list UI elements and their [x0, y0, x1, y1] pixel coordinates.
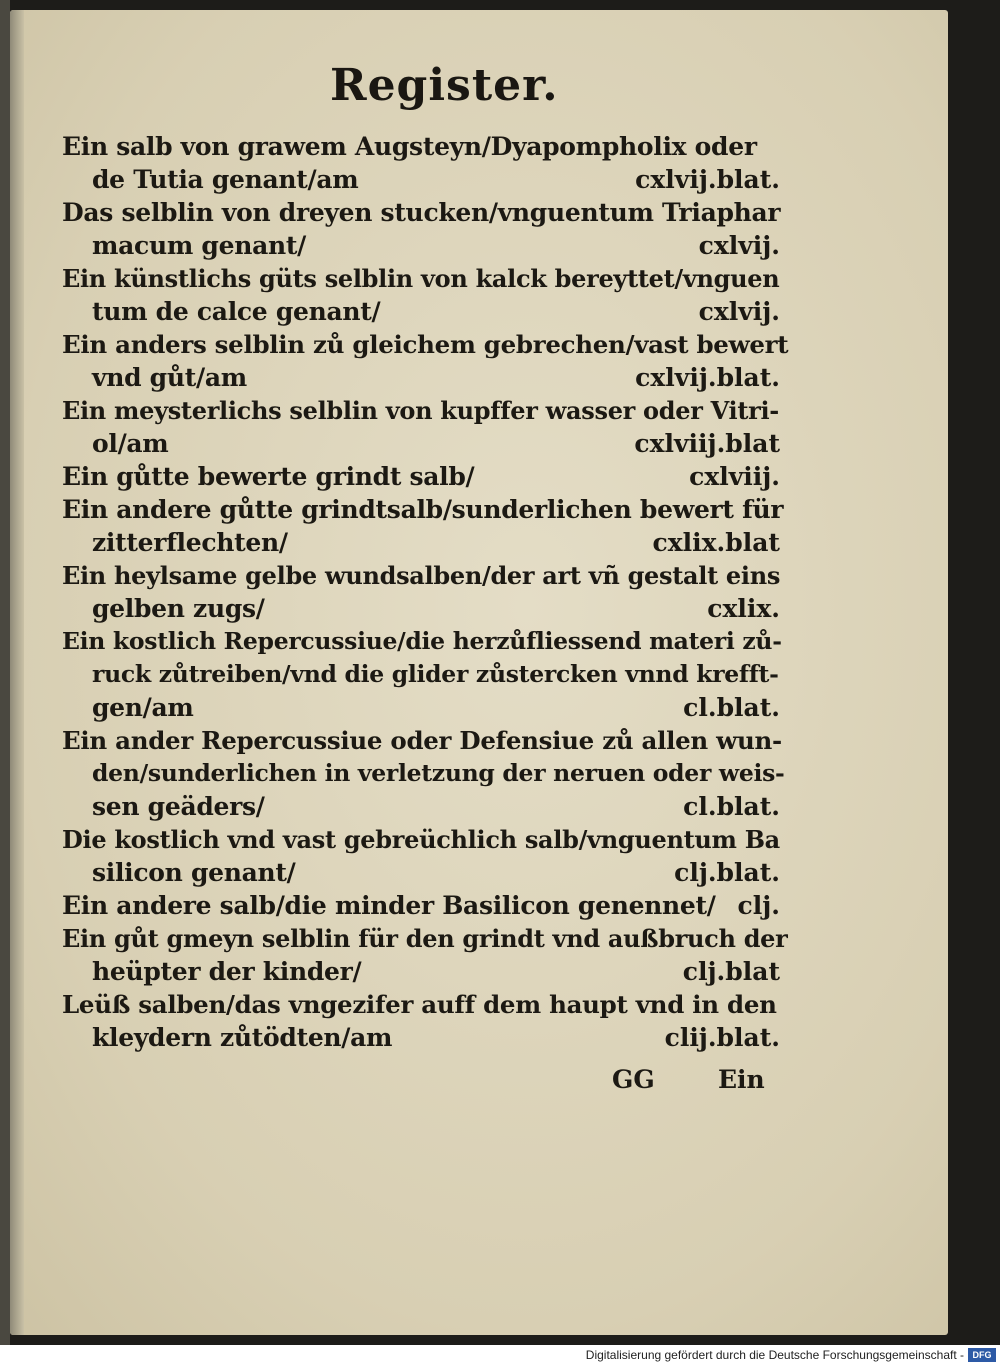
register-entry-line: Das selblin von dreyen stucken/vnguentum Triaphar [62, 198, 781, 227]
register-entry-folio: clij.blat. [664, 1023, 780, 1052]
register-entry-line: Ein meysterlichs selblin von kupffer wasser oder Vitri- [62, 396, 779, 425]
register-entry-line: Ein andere gůtte grindtsalb/sunderlichen bewert für [62, 495, 784, 524]
register-entry-folio: cxlviij.blat [634, 429, 780, 458]
register-entry-folio: cxlvij.blat. [635, 363, 780, 392]
register-entry-line: heüpter der kinder/ [92, 957, 362, 986]
register-entry-line: gelben zugs/ [92, 594, 265, 623]
register-entry-folio: clj.blat [682, 957, 780, 986]
page-title: Register. [330, 60, 559, 111]
footer-credit: Digitalisierung gefördert durch die Deutsche Forschungsgemeinschaft - [585, 1348, 964, 1362]
register-entry-folio: cxlvij. [698, 231, 780, 260]
register-entry-line: Ein gůtte bewerte grindt salb/ [62, 462, 475, 491]
register-entry-folio: cl.blat. [683, 792, 780, 821]
register-entry-line: de Tutia genant/am [92, 165, 359, 194]
register-entry-line: tum de calce genant/ [92, 297, 381, 326]
register-entry-line: Ein heylsame gelbe wundsalben/der art vñ gestalt eins [62, 561, 781, 590]
register-entry-line: vnd gůt/am [92, 363, 247, 392]
register-entry-line: Ein andere salb/die minder Basilicon genennet/ [62, 891, 716, 920]
register-entry-folio: cxlviij. [689, 462, 780, 491]
register-entry-line: Ein anders selblin zů gleichem gebrechen/vast bewert [62, 330, 789, 359]
register-entry-line: Ein ander Repercussiue oder Defensiue zů allen wun- [62, 726, 782, 755]
footer-bar [0, 1345, 1000, 1366]
dfg-logo[interactable]: DFG [968, 1348, 996, 1362]
register-entry-line: sen geäders/ [92, 792, 265, 821]
catchword: Ein [718, 1065, 765, 1094]
register-entry-line: Die kostlich vnd vast gebreüchlich salb/vnguentum Ba [62, 825, 780, 854]
register-entry-line: den/sunderlichen in verletzung der neruen oder weis- [92, 759, 785, 787]
register-entry-line: kleydern zůtödten/am [92, 1023, 393, 1052]
register-entry-line: Ein gůt gmeyn selblin für den grindt vnd außbruch der [62, 924, 788, 953]
register-entry-line: ol/am [92, 429, 169, 458]
register-entry-line: Ein kostlich Repercussiue/die herzůfliessend materi zů- [62, 627, 782, 655]
page-gutter [10, 10, 24, 1335]
register-entry-line: macum genant/ [92, 231, 306, 260]
register-entry-folio: clj.blat. [674, 858, 780, 887]
register-entry-folio: cxlix. [707, 594, 780, 623]
register-entry-folio: cl.blat. [683, 693, 780, 722]
register-entry-folio: cxlvij.blat. [635, 165, 780, 194]
register-entry-line: Ein salb von grawem Augsteyn/Dyapompholix oder [62, 132, 757, 161]
register-entry-folio: cxlvij. [698, 297, 780, 326]
register-entry-line: ruck zůtreiben/vnd die glider zůstercken vnnd krefft- [92, 660, 779, 688]
register-entry-line: gen/am [92, 693, 194, 722]
register-entry-folio: clj. [737, 891, 780, 920]
book-binding [0, 0, 10, 1345]
register-entry-line: Leüß salben/das vngezifer auff dem haupt vnd in den [62, 990, 777, 1019]
register-entry-line: Ein künstlichs güts selblin von kalck bereyttet/vnguen [62, 264, 780, 293]
signature-mark: GG [612, 1065, 655, 1094]
register-entry-line: silicon genant/ [92, 858, 296, 887]
register-entry-folio: cxlix.blat [652, 528, 780, 557]
register-entry-line: zitterflechten/ [92, 528, 288, 557]
